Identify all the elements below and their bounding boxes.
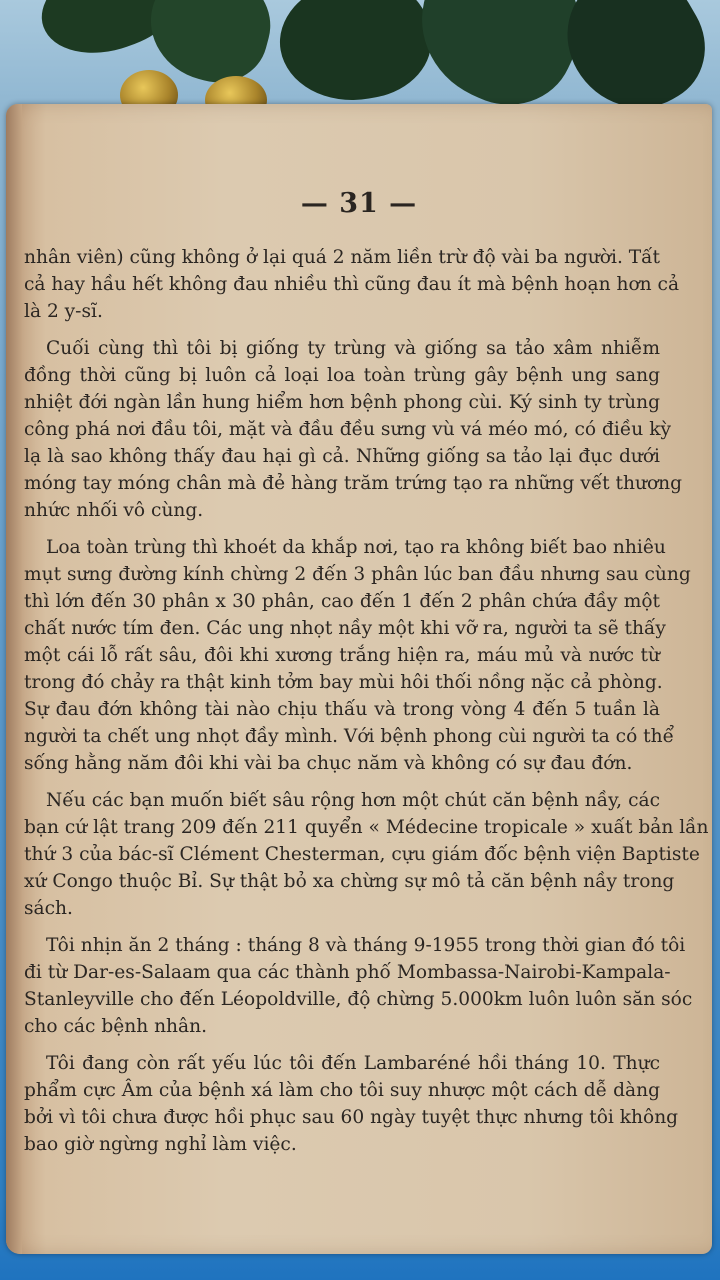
text-line: bởi vì tôi chưa được hồi phục sau 60 ngày tuyệt thực nhưng tôi không — [24, 1107, 679, 1128]
text-line: bạn cứ lật trang 209 đến 211 quyển « Médecine tropicale » xuất bản lần — [24, 817, 709, 838]
plant-background — [0, 0, 720, 120]
text-line: lạ là sao không thấy đau hại gì cả. Những giống sa tảo lại đục dưới — [24, 446, 660, 467]
text-line: công phá nơi đầu tôi, mặt và đầu đều sưng vù vá méo mó, có điều kỳ — [24, 419, 671, 440]
page-body — [24, 244, 709, 1168]
text-line: Stanleyville cho đến Léopoldville, độ chừng 5.000km luôn luôn săn sóc — [24, 989, 693, 1010]
text-line: sách. — [24, 898, 73, 919]
paragraph-3 — [24, 534, 691, 777]
text-line: sống hằng năm đôi khi vài ba chục năm và không có sự đau đớn. — [24, 753, 633, 774]
text-line: phẩm cực Âm của bệnh xá làm cho tôi suy nhược một cách dễ dàng — [24, 1080, 660, 1101]
text-line: nhiệt đới ngàn lần hung hiểm hơn bệnh phong cùi. Ký sinh ty trùng — [24, 392, 660, 413]
paragraph-5 — [24, 932, 693, 1040]
paragraph-4 — [24, 787, 709, 922]
text-line: Nếu các bạn muốn biết sâu rộng hơn một chút căn bệnh nầy, các — [46, 790, 660, 811]
text-line: cả hay hầu hết không đau nhiều thì cũng đau ít mà bệnh hoạn hơn cả — [24, 274, 680, 295]
text-line: xứ Congo thuộc Bỉ. Sự thật bỏ xa chừng sự mô tả căn bệnh nầy trong — [24, 871, 675, 892]
text-line: là 2 y-sĩ. — [24, 301, 103, 322]
paragraph-2 — [24, 335, 683, 524]
text-line: người ta chết ung nhọt đầy mình. Với bệnh phong cùi người ta có thể — [24, 726, 675, 747]
text-line: bao giờ ngừng nghỉ làm việc. — [24, 1134, 297, 1155]
page-gutter — [6, 104, 22, 1254]
text-line: một cái lỗ rất sâu, đôi khi xương trắng hiện ra, máu mủ và nước từ — [24, 645, 660, 666]
text-line: thì lớn đến 30 phân x 30 phân, cao đến 1 đến 2 phân chứa đầy một — [24, 591, 660, 612]
text-line: thứ 3 của bác-sĩ Clément Chesterman, cựu giám đốc bệnh viện Baptiste — [24, 844, 700, 865]
paragraph-1 — [24, 244, 680, 325]
paragraph-6 — [24, 1050, 679, 1158]
text-line: Tôi đang còn rất yếu lúc tôi đến Lambaréné hồi tháng 10. Thực — [46, 1053, 660, 1074]
text-line: mụt sưng đường kính chừng 2 đến 3 phân lúc ban đầu nhưng sau cùng — [24, 564, 691, 585]
text-line: Loa toàn trùng thì khoét da khắp nơi, tạo ra không biết bao nhiêu — [46, 537, 666, 558]
text-line: Cuối cùng thì tôi bị giống ty trùng và giống sa tảo xâm nhiễm — [46, 338, 660, 359]
text-line: trong đó chảy ra thật kinh tởm bay mùi hôi thối nồng nặc cả phòng. — [24, 672, 663, 693]
text-line: nhân viên) cũng không ở lại quá 2 năm liền trừ độ vài ba người. Tất — [24, 247, 661, 268]
text-line: đi từ Dar-es-Salaam qua các thành phố Mombassa-Nairobi-Kampala- — [24, 962, 671, 983]
text-line: cho các bệnh nhân. — [24, 1016, 208, 1037]
text-line: đồng thời cũng bị luôn cả loại loa toàn trùng gây bệnh ung sang — [24, 365, 660, 386]
text-line: chất nước tím đen. Các ung nhọt nầy một khi vỡ ra, người ta sẽ thấy — [24, 618, 666, 639]
text-line: nhức nhối vô cùng. — [24, 500, 204, 521]
text-line: Sự đau đớn không tài nào chịu thấu và trong vòng 4 đến 5 tuần là — [24, 699, 660, 720]
page-number: — 31 — — [300, 188, 418, 219]
text-line: móng tay móng chân mà đẻ hàng trăm trứng tạo ra những vết thương — [24, 473, 683, 494]
book-page — [6, 104, 712, 1254]
leaf — [271, 0, 440, 112]
text-line: Tôi nhịn ăn 2 tháng : tháng 8 và tháng 9-1955 trong thời gian đó tôi — [46, 935, 686, 956]
